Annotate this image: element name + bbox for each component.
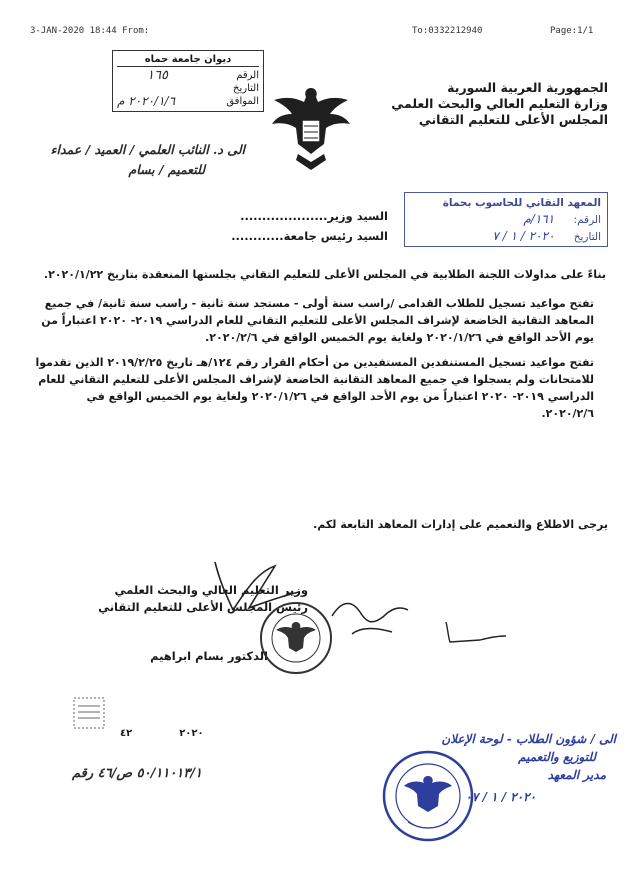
institute-stamp-date: ٢٠٢٠ / ١ / ٧ [492,229,555,243]
body-closing: يرجى الاطلاع والتعميم على إدارات المعاهد التابعة لكم. [313,518,608,531]
fax-header-to: To:0332212940 [412,26,483,36]
handwritten-routing-note [30,140,245,180]
handwritten-routing-line1: الى د. النائب العلمي / العميد / عمداء [50,142,245,157]
letterhead [378,80,608,128]
initials-scribble-icon [440,618,510,646]
body-bullet-1: تفتح مواعيد تسجيل للطلاب القدامى /راسب سنة أولى - مستجد سنة ثانية - راسب سنة ثانية/ في جميع المعاهد التقانية الخاضعة لإشراف المجلس الأعلى للتعليم التقاني للعام الدراسي ٢٠١٩- ٢٠٢٠ اعتباراً من يوم الأحد الواقع في ٢٠٢٠/١/٢٦ ولغاية يوم الخميس الواقع في ٢٠٢٠/٢/٦. [41,297,594,344]
letterhead-council: المجلس الأعلى للتعليم التقاني [418,112,608,127]
fax-header-page: Page:1/1 [550,26,594,36]
secondary-signature-icon [322,586,412,646]
body-bullet-2: تفتح مواعيد تسجيل المستنفدين المستفيدين من أحكام القرار رقم ١٢٤/هـ تاريخ ٢٠١٩/٢/٢٥ الذين تقدموا للامتحانات ولم يسجلوا في جميع المعاهد التقانية الخاضعة لإشراف المجلس الأعلى للتعليم التقاني للعام الدراسي ٢٠١٩- ٢٠٢٠ اعتباراً من يوم الأحد الواقع في ٢٠٢٠/١/٢٦ ولغاية يوم الخميس الواقع في ٢٠٢٠/٢/٦. [35,356,594,420]
handwritten-routing-line2: للتعميم / بسام [128,162,205,177]
fax-header-date: 3-JAN-2020 18:44 From: [30,26,150,36]
incoming-stamp-number: ١٦٥ [147,68,168,83]
institute-stamp-date-label: التاريخ [573,231,601,243]
addressees [188,206,388,246]
handwritten-bottom-line1: الى / شؤون الطلاب - لوحة الإعلان [441,732,616,746]
handwritten-bottom-line3: مدير المعهد [547,768,606,782]
signature-title-council: رئيس المجلس الأعلى للتعليم التقاني [98,600,308,614]
incoming-stamp-date-label: التاريخ [233,83,259,94]
signature-name: الدكتور بسام ابراهيم [150,649,268,663]
addressee-university-president: السيد رئيس جامعة............ [231,229,388,243]
incoming-stamp-equiv: ٢٠٢٠/١/٦ م [117,94,176,108]
institute-stamp-title: المعهد التقاني للحاسوب بحماة [442,197,601,209]
letterhead-ministry: وزارة التعليم العالي والبحث العلمي [391,96,608,111]
incoming-stamp-equiv-row [117,95,259,108]
bottom-ref-number: ٥٠/١١٠١٣/١ ص/٤٦ رقم [72,766,202,781]
letterhead-country: الجمهورية العربية السورية [447,80,608,95]
institute-stamp-number: ١٦١/م [523,212,555,226]
institute-stamp-date-row [411,228,601,245]
institute-stamp-number-label: الرقم: [573,214,601,226]
body-intro: بناءً على مداولات اللجنة الطلابية في المجلس الأعلى للتعليم التقاني بجلستها المنعقدة بتاريخ ٢٠٢٠/١/٢٢. [43,268,606,281]
incoming-stamp-number-label: الرقم [236,70,259,81]
incoming-stamp-title: ديوان جامعة حماه [117,53,259,67]
eagle-emblem-icon [268,80,354,176]
institute-stamp [404,192,608,247]
bottom-receive-row [120,728,204,739]
handwritten-bottom-line2: للتوزيع والتعميم [518,750,596,764]
bottom-left-stamp-icon [72,696,106,730]
letter-body [34,266,606,422]
institute-stamp-number-row [411,211,601,228]
ministry-seal-icon [258,600,334,676]
signature-title-minister: وزير التعليم العالي والبحث العلمي [114,583,308,597]
bottom-receive-number: ٤٢ [120,728,133,739]
incoming-stamp-number-row [117,69,259,82]
bottom-receive-date: ٢٠٢٠ [179,728,204,739]
handwritten-bottom-date: ٢٠٢٠ / ١ / ٠٧ [465,790,536,804]
institute-seal-icon [380,748,476,844]
incoming-stamp [112,50,264,112]
addressee-minister: السيد وزير.................... [240,209,388,223]
incoming-stamp-equiv-label: الموافق [226,96,259,107]
